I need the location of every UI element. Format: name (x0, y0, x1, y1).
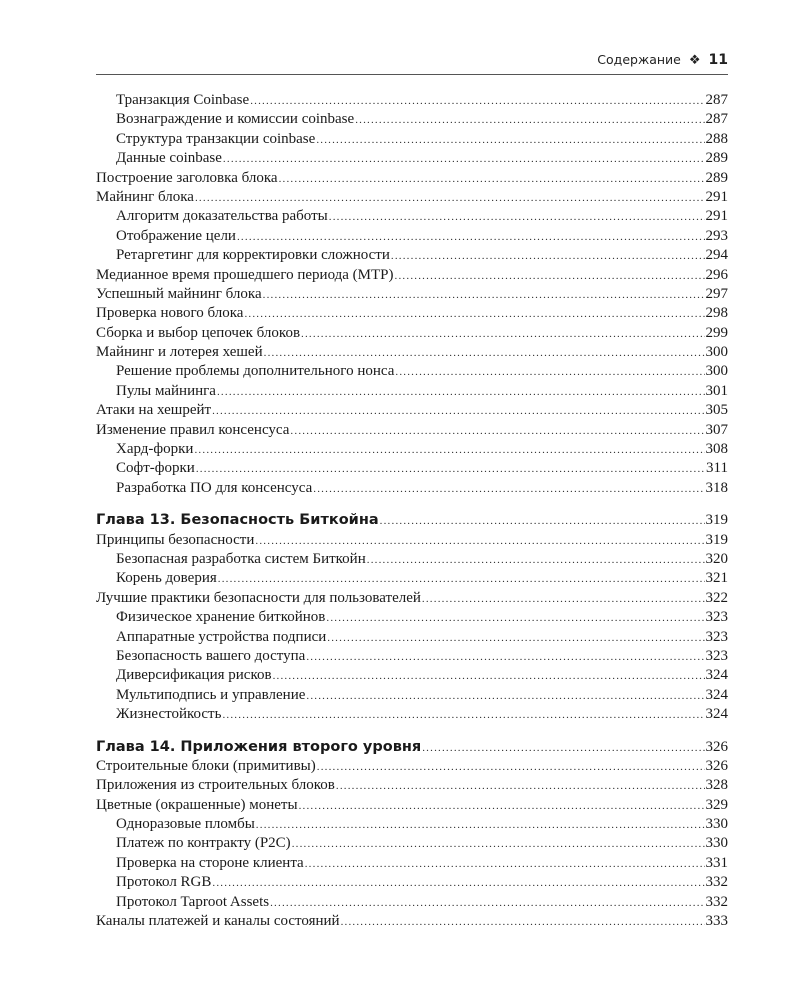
toc-entry-title: Атаки на хешрейт (96, 402, 212, 419)
toc-entry-title: Протокол Taproot Assets (116, 893, 270, 910)
toc-page-number: 323 (705, 609, 728, 626)
toc-page-number: 311 (706, 460, 728, 477)
toc-page-number: 321 (705, 570, 728, 587)
page-number: 11 (708, 52, 728, 68)
toc-subentry[interactable] (96, 207, 728, 226)
dot-leader (223, 150, 705, 168)
toc-entry[interactable] (96, 266, 728, 285)
toc-page-number: 298 (705, 305, 728, 322)
dot-leader (306, 648, 704, 666)
toc-entry-title: Ретаргетинг для корректировки сложности (116, 247, 390, 264)
dot-leader (237, 228, 705, 246)
toc-subentry[interactable] (96, 227, 728, 246)
dot-leader (326, 609, 704, 627)
toc-subentry[interactable] (96, 854, 728, 873)
dot-leader (290, 422, 704, 440)
toc-subentry[interactable] (96, 647, 728, 666)
toc-page-number: 329 (705, 796, 728, 813)
toc-entry-title: Структура транзакции coinbase (116, 130, 316, 147)
dot-leader (292, 835, 705, 853)
toc-page-number: 297 (705, 285, 728, 302)
toc-page-number: 323 (705, 647, 728, 664)
toc-entry-title: Пулы майнинга (116, 382, 216, 399)
toc-page-number: 296 (705, 266, 728, 283)
toc-page-number: 288 (705, 130, 728, 147)
toc-page-number: 305 (705, 402, 728, 419)
toc-page-number: 294 (705, 247, 728, 264)
toc-page-number: 300 (705, 344, 728, 361)
dot-leader (270, 894, 704, 912)
dot-leader (395, 267, 705, 285)
toc-page-number: 326 (705, 757, 728, 774)
toc-entry[interactable] (96, 304, 728, 323)
dot-leader (273, 667, 705, 685)
toc-page-number: 301 (705, 382, 728, 399)
toc-page-number: 291 (705, 188, 728, 205)
dot-leader (212, 874, 704, 892)
toc-entry[interactable] (96, 589, 728, 608)
toc-page-number: 324 (705, 686, 728, 703)
toc-entry-title: Проверка нового блока (96, 305, 244, 322)
dot-leader (195, 189, 705, 207)
toc-subentry[interactable] (96, 382, 728, 401)
table-of-contents (96, 91, 728, 931)
toc-subentry[interactable] (96, 686, 728, 705)
toc-page-number: 291 (705, 208, 728, 225)
toc-entry-title: Хард-форки (116, 441, 194, 458)
toc-page-number: 333 (705, 913, 728, 930)
dot-leader (391, 247, 705, 265)
toc-entry-title: Корень доверия (116, 570, 217, 587)
dot-leader (367, 551, 705, 569)
dot-leader (313, 480, 704, 498)
toc-entry-title: Майнинг и лотерея хешей (96, 344, 263, 361)
toc-entry-title: Транзакция Coinbase (116, 92, 250, 108)
toc-page-number: 289 (705, 169, 728, 186)
toc-subentry[interactable] (96, 608, 728, 627)
toc-subentry[interactable] (96, 362, 728, 381)
dot-leader (395, 363, 704, 381)
dot-leader (299, 797, 705, 815)
dot-leader (264, 344, 705, 362)
toc-entry-title: Протокол RGB (116, 874, 212, 891)
toc-entry-title: Глава 13. Безопасность Биткойна (96, 512, 379, 529)
toc-page-number: 318 (705, 479, 728, 496)
toc-entry[interactable] (96, 796, 728, 815)
toc-entry[interactable] (96, 912, 728, 931)
toc-entry[interactable] (96, 531, 728, 550)
toc-subentry[interactable] (96, 834, 728, 853)
toc-entry[interactable] (96, 757, 728, 776)
toc-page-number: 330 (705, 835, 728, 852)
dot-leader (306, 687, 704, 705)
page-header (96, 52, 728, 75)
toc-page-number: 308 (705, 441, 728, 458)
toc-page-number: 293 (705, 227, 728, 244)
dot-leader (355, 111, 704, 129)
toc-page-number: 330 (705, 816, 728, 833)
toc-entry-title: Приложения из строительных блоков (96, 777, 335, 794)
toc-subentry[interactable] (96, 569, 728, 588)
toc-page-number: 300 (705, 363, 728, 380)
toc-entry-title: Каналы платежей и каналы состояний (96, 913, 340, 930)
toc-page-number: 319 (705, 512, 728, 529)
dot-leader (255, 532, 704, 550)
toc-entry-title: Софт-форки (116, 460, 195, 477)
toc-page-number: 322 (705, 589, 728, 606)
toc-entry-title: Изменение правил консенсуса (96, 421, 290, 438)
toc-entry-title: Жизнестойкость (116, 706, 222, 723)
toc-page-number: 323 (705, 628, 728, 645)
dot-leader (250, 92, 704, 110)
toc-subentry[interactable] (96, 149, 728, 168)
dot-leader (336, 777, 705, 795)
toc-entry-title: Вознаграждение и комиссии coinbase (116, 111, 355, 128)
toc-page-number: 307 (705, 421, 728, 438)
toc-entry-title: Одноразовые пломбы (116, 816, 255, 833)
dot-leader (422, 739, 704, 757)
toc-chapter-heading[interactable] (96, 738, 728, 757)
toc-entry[interactable] (96, 285, 728, 304)
toc-subentry[interactable] (96, 893, 728, 912)
toc-page-number: 299 (705, 324, 728, 341)
toc-entry-title: Принципы безопасности (96, 531, 255, 548)
toc-entry-title: Строительные блоки (примитивы) (96, 757, 316, 774)
toc-subentry[interactable] (96, 246, 728, 265)
dot-leader (380, 512, 705, 530)
toc-page-number: 332 (705, 893, 728, 910)
toc-entry-title: Данные coinbase (116, 150, 222, 167)
toc-entry[interactable] (96, 776, 728, 795)
dot-leader (317, 758, 705, 776)
dot-leader (256, 816, 705, 834)
dot-leader (316, 131, 704, 149)
toc-entry-title: Медианное время прошедшего периода (MTP) (96, 266, 394, 283)
toc-subentry[interactable] (96, 666, 728, 685)
dot-leader (279, 170, 705, 188)
toc-entry-title: Алгоритм доказательства работы (116, 208, 328, 225)
dot-leader (218, 570, 705, 588)
toc-subentry[interactable] (96, 130, 728, 149)
header-content (597, 52, 728, 68)
toc-entry-title: Сборка и выбор цепочек блоков (96, 324, 301, 341)
toc-entry-title: Построение заголовка блока (96, 169, 278, 186)
toc-subentry[interactable] (96, 628, 728, 647)
toc-entry-title: Решение проблемы дополнительного нонса (116, 363, 395, 380)
toc-entry-title: Физическое хранение биткойнов (116, 609, 326, 626)
toc-entry-title: Разработка ПО для консенсуса (116, 479, 313, 496)
toc-entry-title: Успешный майнинг блока (96, 285, 262, 302)
toc-entry-title: Глава 14. Приложения второго уровня (96, 738, 422, 755)
dot-leader (301, 325, 704, 343)
toc-page-number: 289 (705, 150, 728, 167)
toc-chapter-heading[interactable] (96, 511, 728, 530)
toc-page-number: 287 (705, 92, 728, 108)
toc-entry-title: Аппаратные устройства подписи (116, 628, 327, 645)
toc-page-number: 324 (705, 706, 728, 723)
toc-entry-title: Отображение цели (116, 227, 236, 244)
toc-subentry[interactable] (96, 815, 728, 834)
toc-entry[interactable] (96, 421, 728, 440)
toc-entry[interactable] (96, 169, 728, 188)
toc-subentry[interactable] (96, 459, 728, 478)
toc-subentry[interactable] (96, 440, 728, 459)
toc-page-number: 319 (705, 531, 728, 548)
toc-page-number: 326 (705, 738, 728, 755)
toc-entry-title: Лучшие практики безопасности для пользователей (96, 589, 421, 606)
toc-page-number: 287 (705, 111, 728, 128)
toc-subentry[interactable] (96, 110, 728, 129)
toc-entry-title: Безопасность вашего доступа (116, 647, 306, 664)
toc-entry-title: Проверка на стороне клиента (116, 854, 304, 871)
dot-leader (422, 590, 705, 608)
dot-leader (196, 460, 705, 478)
dot-leader (212, 402, 704, 420)
dot-leader (305, 855, 705, 873)
toc-subentry[interactable] (96, 873, 728, 892)
toc-page-number: 320 (705, 550, 728, 567)
toc-entry[interactable] (96, 401, 728, 420)
toc-subentry[interactable] (96, 91, 728, 110)
running-head-title: Содержание (597, 52, 681, 67)
dot-leader (329, 208, 705, 226)
toc-entry-title: Цветные (окрашенные) монеты (96, 796, 298, 813)
toc-entry[interactable] (96, 188, 728, 207)
toc-page-number: 332 (705, 874, 728, 891)
toc-entry[interactable] (96, 324, 728, 343)
toc-entry-title: Мультиподпись и управление (116, 686, 306, 703)
toc-entry[interactable] (96, 343, 728, 362)
toc-entry-title: Диверсификация рисков (116, 667, 272, 684)
dot-leader (244, 305, 704, 323)
dot-leader (217, 383, 705, 401)
dot-leader (327, 629, 704, 647)
dot-leader (222, 706, 704, 724)
toc-entry-title: Платеж по контракту (P2C) (116, 835, 291, 852)
dot-leader (341, 913, 705, 931)
toc-subentry[interactable] (96, 479, 728, 498)
fleuron-icon: ❖ (688, 52, 701, 67)
toc-subentry[interactable] (96, 705, 728, 724)
dot-leader (263, 286, 705, 304)
toc-page-number: 331 (705, 854, 728, 871)
toc-entry-title: Майнинг блока (96, 188, 194, 205)
toc-entry-title: Безопасная разработка систем Биткойн (116, 550, 366, 567)
toc-page-number: 324 (705, 667, 728, 684)
dot-leader (194, 441, 704, 459)
toc-subentry[interactable] (96, 550, 728, 569)
toc-page-number: 328 (705, 777, 728, 794)
